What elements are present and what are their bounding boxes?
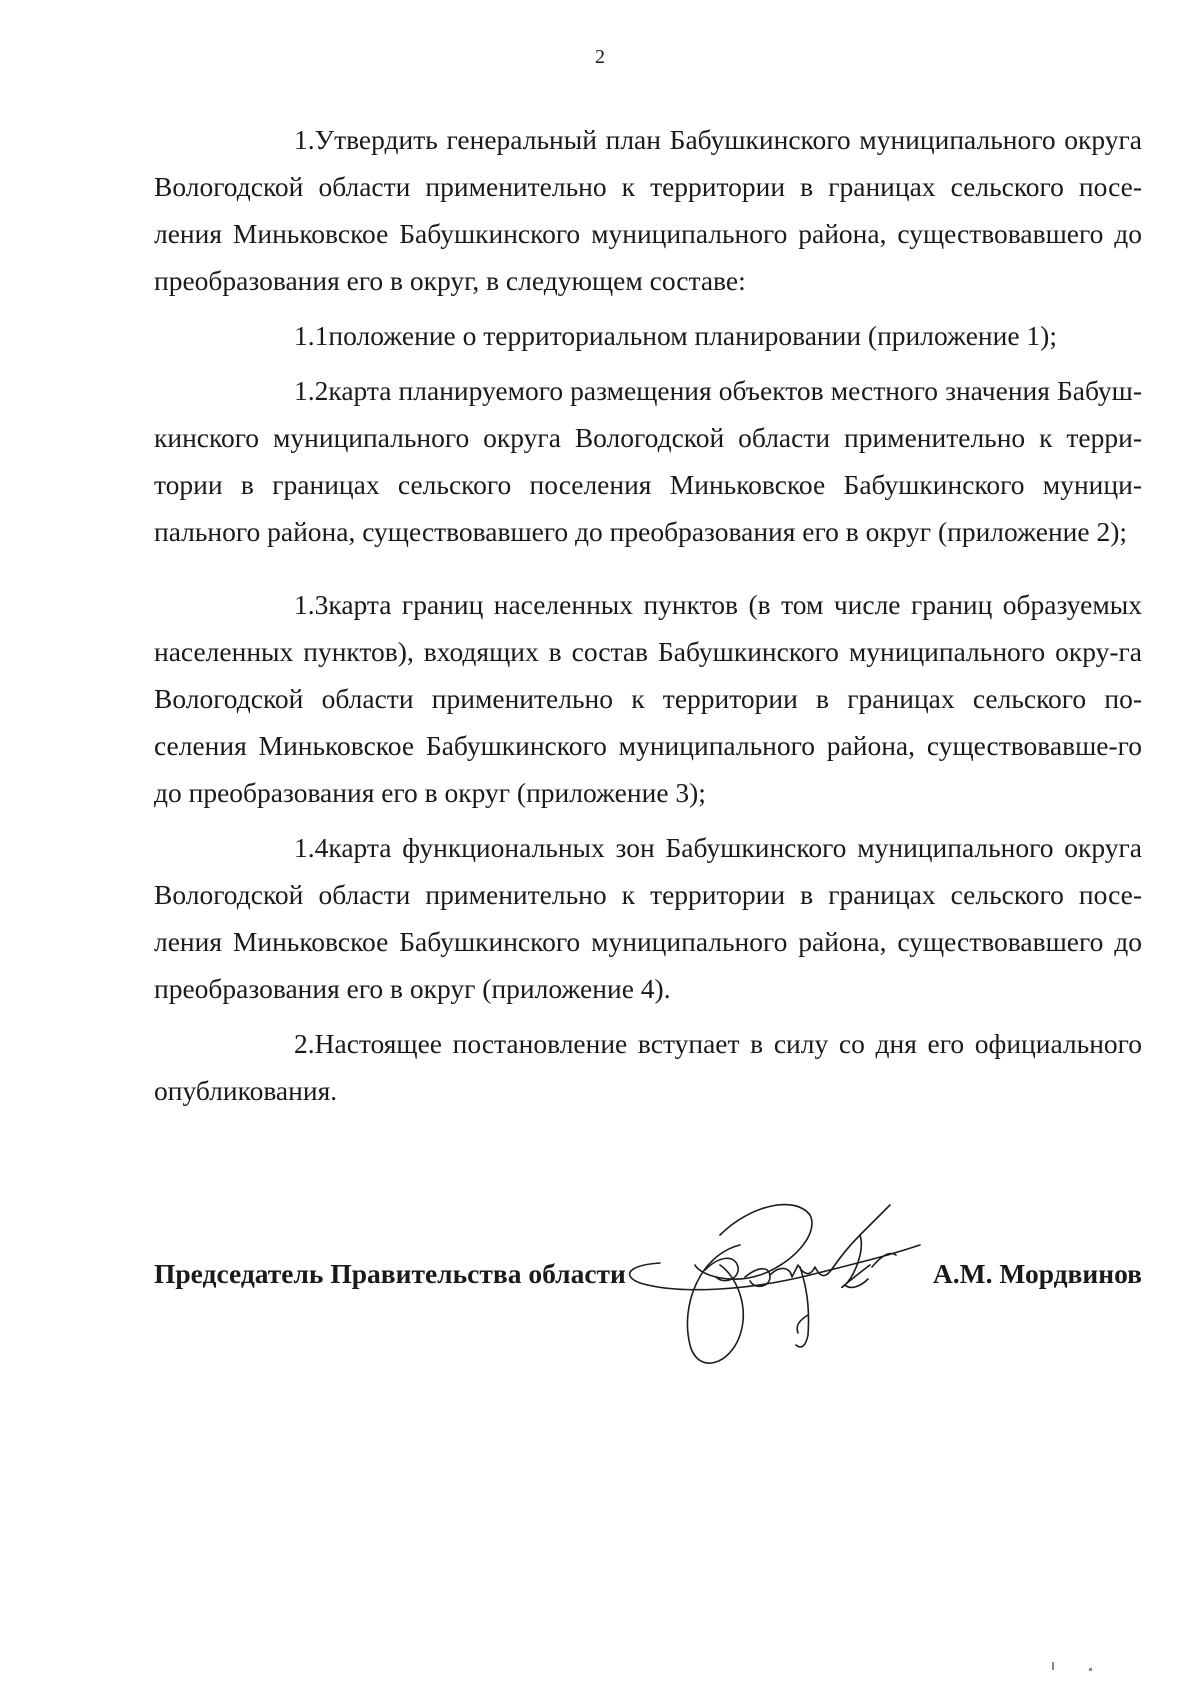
decree-body — [154, 116, 1142, 1114]
scan-artifact — [1089, 1668, 1092, 1671]
paragraph-2 — [154, 1020, 1142, 1114]
handwritten-signature — [620, 1195, 960, 1405]
paragraph-1-4 — [154, 824, 1142, 1012]
signatory-name: А.М. Мордвинов — [932, 1258, 1142, 1289]
scan-artifact — [1052, 1662, 1054, 1670]
paragraph-text: Настоящее постановление вступает в силу со дня его официального опубликования. — [154, 1028, 1142, 1106]
paragraph-number: 1.4 — [294, 832, 329, 863]
paragraph-text: карта планируемого размещения объектов местного значения Бабуш-кинского муниципального округа Вологодской области применительно к терри-тории в границах сельского поселения Миньковское Бабушкинского муници-пального района, существовавшего до преобразования его в округ (приложение 2); — [154, 375, 1142, 547]
paragraph-text: Утвердить генеральный план Бабушкинского муниципального округа Вологодской области применительно к территории в границах сельского посе-ления Миньковское Бабушкинского муниципального района, существовавшего до преобразования его в округ, в следующем составе: — [154, 124, 1142, 296]
paragraph-text: положение о территориальном планировании (приложение 1); — [328, 320, 1057, 351]
paragraph-number: 1.3 — [294, 589, 329, 620]
paragraph-text: карта границ населенных пунктов (в том числе границ образуемых населенных пунктов), входящих в состав Бабушкинского муниципального окру-га Вологодской области применительно к территории в границах сельского по-селения Миньковское Бабушкинского муниципального района, существовавше-го до преобразования его в округ (приложение 3); — [154, 589, 1142, 808]
paragraph-1-3 — [154, 581, 1142, 816]
paragraph-1 — [154, 116, 1142, 304]
paragraph-number: 2. — [294, 1028, 315, 1059]
page-number: 2 — [595, 46, 605, 68]
paragraph-1-2 — [154, 367, 1142, 555]
paragraph-1-1 — [154, 312, 1142, 359]
paragraph-number: 1. — [294, 124, 315, 155]
paragraph-text: карта функциональных зон Бабушкинского муниципального округа Вологодской области применительно к территории в границах сельского посе-ления Миньковское Бабушкинского муниципального района, существовавшего до преобразования его в округ (приложение 4). — [154, 832, 1142, 1004]
paragraph-number: 1.1 — [294, 320, 329, 351]
paragraph-number: 1.2 — [294, 375, 329, 406]
signature-block — [154, 1258, 1142, 1298]
signatory-position: Председатель Правительства области — [154, 1258, 626, 1289]
